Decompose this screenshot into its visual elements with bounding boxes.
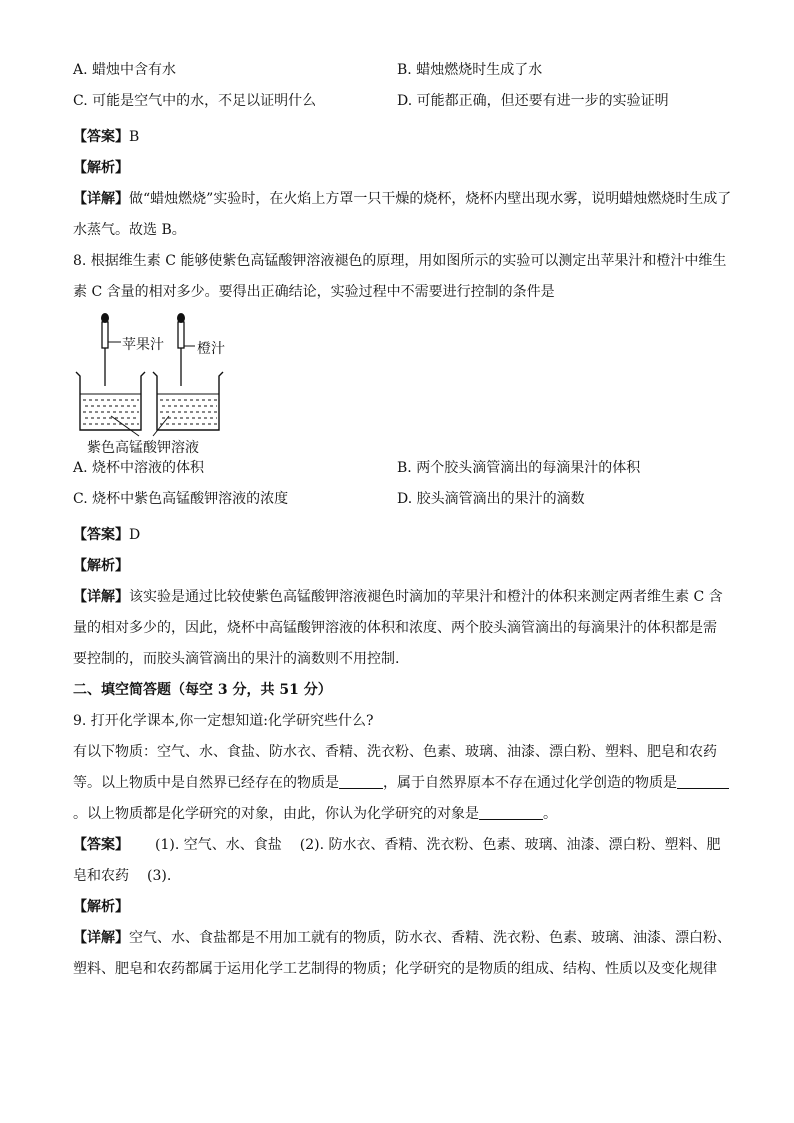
beaker-right-icon [153, 372, 223, 430]
q8-answer [73, 520, 723, 551]
q9-stem-line-1: 9. 打开化学课本,你一定想知道:化学研究些什么? [73, 713, 374, 729]
q7-option-d: D. 可能都正确，但还要有进一步的实验证明 [397, 93, 669, 109]
beaker-experiment-diagram [73, 308, 263, 458]
detail-label: 【详解】 [73, 930, 129, 946]
q7-options-row-2 [73, 91, 723, 122]
q8-detail-line-2: 量的相对多少的，因此，烧杯中高锰酸钾溶液的体积和浓度、两个胶头滴管滴出的每滴果汁的体积都是需 [73, 620, 717, 636]
q9-answer-row-1 [73, 830, 723, 861]
answer-value: D [129, 527, 141, 543]
q9-stem-text-c: 。以上物质都是化学研究的对象，由此，你认为化学研究的对象是 [73, 806, 479, 822]
q9-stem-text-d: 。 [543, 806, 557, 822]
q7-analysis-label: 【解析】 [73, 160, 129, 176]
q8-analysis-label: 【解析】 [73, 558, 129, 574]
beaker-left-icon [76, 372, 145, 430]
blank-2 [677, 772, 729, 789]
detail-text: 做“蜡烛燃烧”实验时，在火焰上方罩一只干燥的烧杯，烧杯内壁出现水雾，说明蜡烛燃烧时生成了 [129, 191, 732, 207]
q8-option-b: B. 两个胶头滴管滴出的每滴果汁的体积 [397, 460, 641, 476]
q8-option-c: C. 烧杯中紫色高锰酸钾溶液的浓度 [73, 491, 289, 507]
q9-stem-line-3 [73, 768, 723, 799]
dropper-apple-icon [101, 313, 109, 386]
q8-stem-line-2: 素 C 含量的相对多少。要得出正确结论，实验过程中不需要进行控制的条件是 [73, 284, 555, 300]
answer-label: 【答案】 [73, 527, 129, 543]
q7-detail-line-2: 水蒸气。故选 B。 [73, 222, 186, 238]
answer-part-2: (2). 防水衣、香精、洗衣粉、色素、玻璃、油漆、漂白粉、塑料、肥 [299, 837, 721, 853]
q8-detail-line-3: 要控制的，而胶头滴管滴出的果汁的滴数则不用控制. [73, 651, 400, 667]
q9-stem-line-4 [73, 799, 723, 830]
q7-options-row-1 [73, 60, 723, 91]
answer-part-2-cont: 皂和农药 [73, 868, 129, 884]
q8-option-a: A. 烧杯中溶液的体积 [73, 460, 205, 476]
q7-answer [73, 122, 723, 153]
answer-value: B [129, 129, 140, 145]
blank-3 [479, 803, 543, 820]
q8-options-row-2 [73, 489, 723, 520]
q7-option-c: C. 可能是空气中的水，不足以证明什么 [73, 93, 317, 109]
q8-stem-line-1: 8. 根据维生素 C 能够使紫色高锰酸钾溶液褪色的原理，用如图所示的实验可以测定出苹果汁和橙汁中维生 [73, 253, 727, 269]
answer-label: 【答案】 [73, 129, 129, 145]
detail-text: 空气、水、食盐都是不用加工就有的物质，防水衣、香精、洗衣粉、色素、玻璃、油漆、漂白粉、 [129, 930, 731, 946]
document-page [73, 60, 732, 985]
section-title: 二、填空简答题（每空 3 分，共 51 分） [73, 682, 332, 698]
q8-detail-line-1 [73, 582, 723, 613]
q7-detail-line-1 [73, 184, 732, 215]
detail-label: 【详解】 [73, 589, 129, 605]
q8-options-row-1 [73, 458, 723, 489]
answer-label: 【答案】 [73, 837, 129, 853]
q9-detail-line-2: 塑料、肥皂和农药都属于运用化学工艺制得的物质；化学研究的是物质的组成、结构、性质以及变化规律 [73, 961, 717, 977]
q9-detail-line-1 [73, 923, 731, 954]
q8-figure [73, 308, 723, 458]
blank-1 [339, 772, 383, 789]
q9-stem-text-a: 等。以上物质中是自然界已经存在的物质是 [73, 775, 339, 791]
label-solution: 紫色高锰酸钾溶液 [87, 440, 199, 456]
dropper-orange-icon [177, 313, 185, 386]
detail-label: 【详解】 [73, 191, 129, 207]
answer-part-3: (3). [147, 868, 172, 884]
detail-text: 该实验是通过比较使紫色高锰酸钾溶液褪色时滴加的苹果汁和橙汁的体积来测定两者维生素 C 含 [129, 589, 723, 605]
q8-option-d: D. 胶头滴管滴出的果汁的滴数 [397, 491, 585, 507]
q7-option-b: B. 蜡烛燃烧时生成了水 [397, 62, 543, 78]
label-orange-juice: 橙汁 [197, 341, 225, 357]
q9-analysis-label: 【解析】 [73, 899, 129, 915]
answer-part-1: (1). 空气、水、食盐 [155, 837, 282, 853]
label-apple-juice: 苹果汁 [122, 337, 164, 353]
q9-stem-line-2: 有以下物质：空气、水、食盐、防水衣、香精、洗衣粉、色素、玻璃、油漆、漂白粉、塑料、肥皂和农药 [73, 744, 717, 760]
q7-option-a: A. 蜡烛中含有水 [73, 62, 177, 78]
q9-stem-text-b: ，属于自然界原本不存在通过化学创造的物质是 [383, 775, 677, 791]
q9-answer-row-2 [73, 861, 723, 892]
